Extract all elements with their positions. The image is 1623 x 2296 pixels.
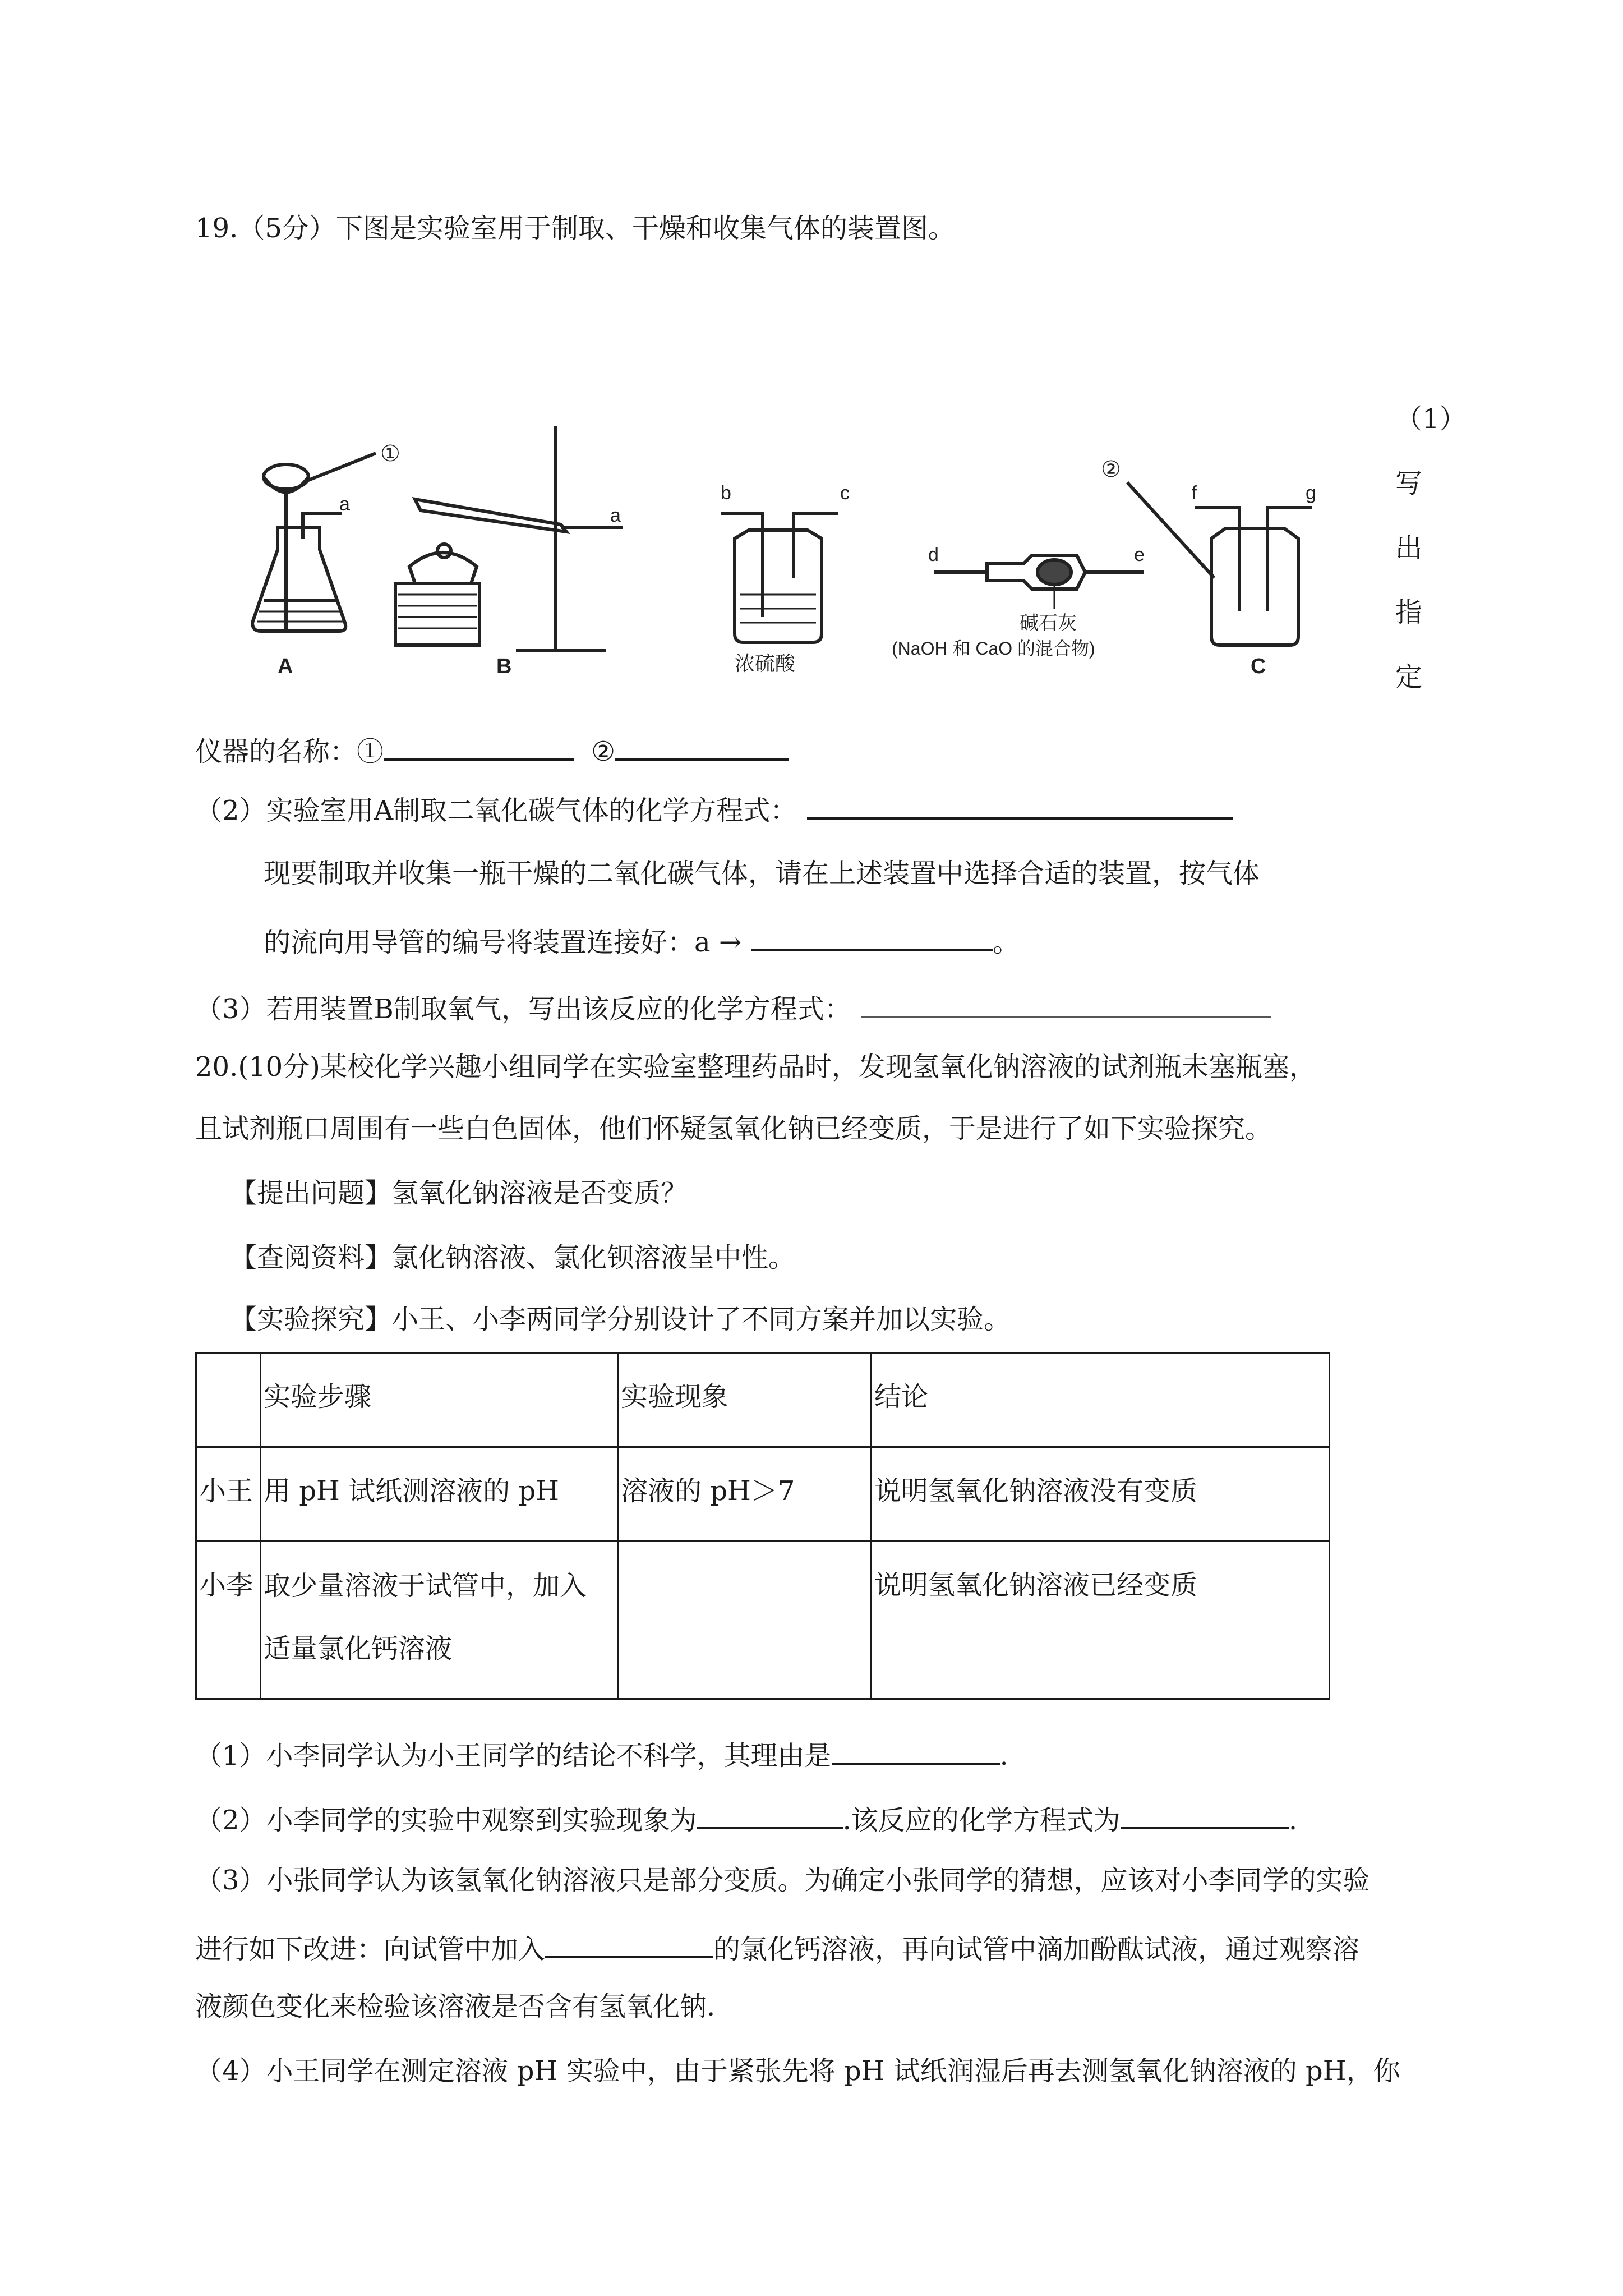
q19-vertical-char-3: 指	[1395, 597, 1423, 628]
q20-sub2-line	[195, 1798, 1297, 1838]
table-header-cell	[196, 1353, 261, 1447]
experiment-table	[195, 1352, 1330, 1700]
answer-blank-equation[interactable]	[1121, 1798, 1289, 1829]
q19-vertical-char-2: 出	[1395, 532, 1423, 564]
q20-question-label: 【提出问题】氢氧化钠溶液是否变质？	[230, 1177, 688, 1209]
answer-blank-instrument-1[interactable]	[384, 729, 574, 761]
q19-vertical-char-1: 写	[1395, 468, 1423, 499]
label-lime-note: (NaOH 和 CaO 的混合物)	[892, 638, 1095, 659]
table-step-line-2: 适量氯化钙溶液	[264, 1633, 453, 1664]
answer-blank-connection-order[interactable]	[751, 920, 993, 951]
apparatus-c	[1127, 482, 1312, 645]
q19-sub1-mark2: ②	[591, 736, 616, 767]
table-header-cell: 结论	[872, 1353, 1330, 1447]
table-row	[196, 1447, 1330, 1542]
answer-blank-reason[interactable]	[832, 1733, 1000, 1765]
q19-sub2-end: 。	[993, 927, 1020, 958]
q19-sub1-line	[195, 729, 789, 770]
label-f: f	[1192, 482, 1197, 504]
label-C: C	[1251, 655, 1266, 678]
label-B: B	[496, 655, 512, 678]
q20-sub2-text-b: .该反应的化学方程式为	[842, 1805, 1121, 1836]
q20-sub2-end: .	[1288, 1805, 1298, 1836]
apparatus-figure	[247, 409, 1436, 701]
q20-para-1: 20.(10分)某校化学兴趣小组同学在实验室整理药品时，发现氢氧化钠溶液的试剂瓶未塞瓶塞，	[195, 1051, 1316, 1083]
label-g: g	[1306, 482, 1316, 504]
label-a2: a	[610, 505, 621, 526]
label-e: e	[1134, 544, 1145, 565]
answer-blank-phenomenon[interactable]	[697, 1798, 843, 1829]
q20-sub3-line-1: （3）小张同学认为该氢氧化钠溶液只是部分变质。为确定小张同学的猜想，应该对小李同学的实验	[195, 1865, 1370, 1896]
q20-reference-label: 【查阅资料】氯化钠溶液、氯化钡溶液呈中性。	[230, 1242, 796, 1273]
q19-header: 19.（5分）下图是实验室用于制取、干燥和收集气体的装置图。	[195, 213, 955, 244]
table-header-row	[196, 1353, 1330, 1447]
answer-blank-co2-equation[interactable]	[807, 788, 1233, 820]
q19-sub2-cont2-line	[264, 920, 1020, 960]
q19-sub1-number: （1）	[1395, 403, 1467, 435]
label-d: d	[928, 544, 939, 565]
q20-sub3-line-3: 液颜色变化来检验该溶液是否含有氢氧化钠.	[195, 1991, 716, 2022]
table-cell-observation-answer[interactable]	[618, 1542, 872, 1699]
apparatus-a	[252, 453, 376, 631]
table-header-cell: 实验步骤	[261, 1353, 618, 1447]
label-lime: 碱石灰	[1020, 613, 1077, 634]
label-c: c	[840, 482, 850, 504]
table-cell: 说明氢氧化钠溶液已经变质	[872, 1542, 1330, 1699]
q19-sub2-text: （2）实验室用A制取二氧化碳气体的化学方程式：	[195, 795, 797, 826]
apparatus-drying-tube	[934, 555, 1144, 609]
q20-sub2-text-a: （2）小李同学的实验中观察到实验现象为	[195, 1805, 697, 1836]
q20-para-2: 且试剂瓶口周围有一些白色固体，他们怀疑氢氧化钠已经变质，于是进行了如下实验探究。	[195, 1113, 1272, 1144]
table-cell	[261, 1542, 618, 1699]
q19-sub2-cont2-text: 的流向用导管的编号将装置连接好：a →	[264, 927, 742, 958]
label-mark2: ②	[1101, 457, 1121, 482]
q20-sub1-text: （1）小李同学认为小王同学的结论不科学，其理由是	[195, 1740, 832, 1772]
q20-sub1-end: .	[999, 1740, 1008, 1772]
q20-sub3-text-post: 的氯化钙溶液，再向试管中滴加酚酞试液，通过观察溶	[713, 1934, 1360, 1965]
q20-sub3-line-2	[195, 1927, 1359, 1967]
table-cell: 用 pH 试纸测溶液的 pH	[261, 1447, 618, 1542]
answer-blank-o2-equation[interactable]	[861, 987, 1271, 1018]
table-cell: 小王	[196, 1447, 261, 1542]
table-row	[196, 1542, 1330, 1699]
apparatus-b	[395, 426, 623, 651]
label-acid: 浓硫酸	[735, 652, 796, 675]
q19-sub2-line	[195, 788, 1233, 829]
label-mark1: ①	[380, 441, 400, 466]
answer-blank-instrument-2[interactable]	[615, 729, 789, 761]
q20-experiment-label: 【实验探究】小王、小李两同学分别设计了不同方案并加以实验。	[230, 1304, 1011, 1335]
table-cell: 说明氢氧化钠溶液没有变质	[872, 1447, 1330, 1542]
q19-sub3-text: （3）若用装置B制取氧气，写出该反应的化学方程式：	[195, 993, 851, 1025]
label-A: A	[278, 655, 293, 678]
label-b: b	[721, 482, 731, 504]
table-step-line-1: 取少量溶液于试管中，加入	[264, 1570, 587, 1602]
label-a1: a	[339, 494, 350, 515]
q19-sub2-cont1: 现要制取并收集一瓶干燥的二氧化碳气体，请在上述装置中选择合适的装置，按气体	[264, 858, 1260, 889]
table-cell: 小李	[196, 1542, 261, 1699]
q20-sub4-line: （4）小王同学在测定溶液 pH 实验中，由于紧张先将 pH 试纸润湿后再去测氢氧化钠溶液的 pH，你	[195, 2055, 1400, 2087]
answer-blank-amount[interactable]	[545, 1927, 713, 1958]
q19-sub1-text: 仪器的名称：①	[195, 736, 384, 767]
q20-sub1-line	[195, 1733, 1008, 1774]
table-cell: 溶液的 pH＞7	[618, 1447, 872, 1542]
q19-vertical-char-4: 定	[1395, 661, 1423, 693]
q19-sub3-line	[195, 987, 1271, 1027]
apparatus-wash-bottle	[721, 513, 838, 642]
q20-sub3-text-pre: 进行如下改进：向试管中加入	[195, 1934, 546, 1965]
table-header-cell: 实验现象	[618, 1353, 872, 1447]
